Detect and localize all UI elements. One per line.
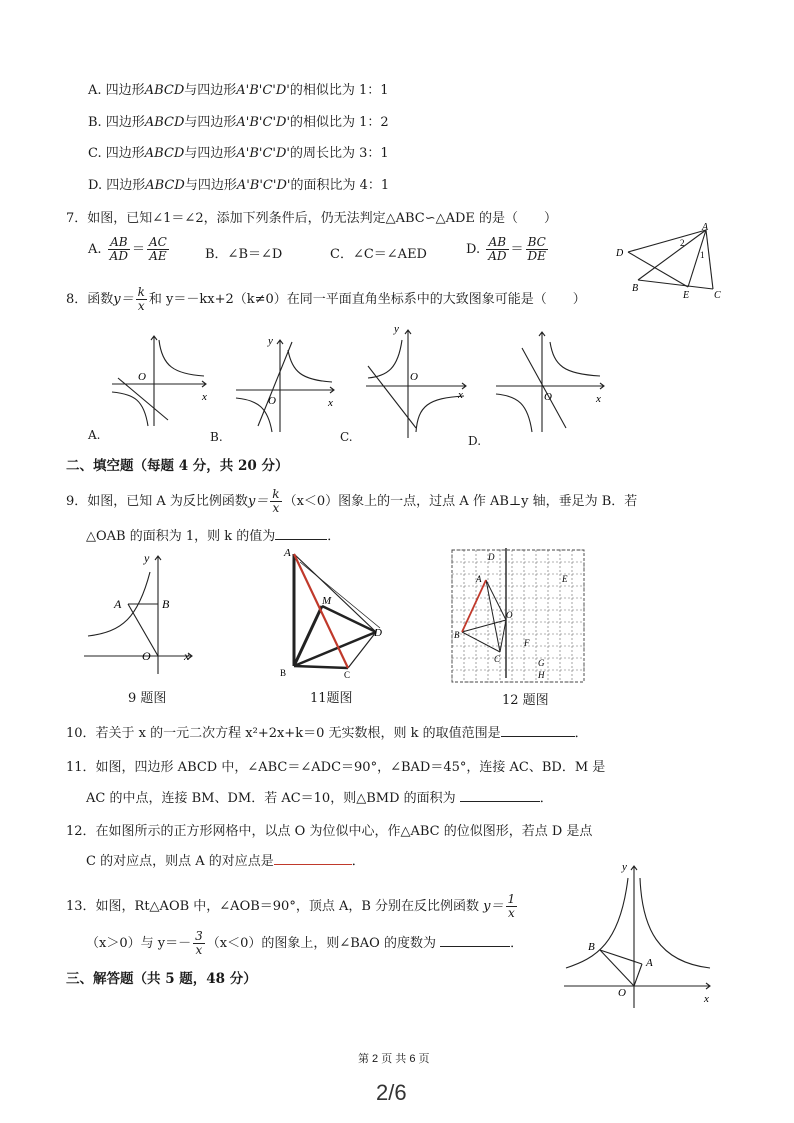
q6-option-b: B. 四边形ABCD与四边形A'B'C'D'的相似比为 1：2 (88, 115, 389, 130)
q6-option-a: A. 四边形ABCD与四边形A'B'C'D'的相似比为 1：1 (88, 83, 389, 98)
fig13-b: B (588, 941, 595, 953)
q7-label-a: A (702, 222, 709, 233)
q8-graph-c (362, 320, 472, 440)
q10: 10．若关于 x 的一元二次方程 x²+2x+k＝0 无实数根，则 k 的取值范围是 ． (66, 726, 588, 741)
q13-line1: 13．如图，Rt△AOB 中，∠AOB＝90°，顶点 A，B 分别在反比例函数 y＝ $\frac{1}{x}$ (66, 892, 516, 920)
fig9-hyperbola-figure (80, 548, 210, 678)
q13-line2: （x＞0）与 y＝－ $\frac{3}{x}$ （x＜0）的图象上，则∠BAO 的度数为 ． (86, 929, 524, 957)
fig13-hyperbola-figure (560, 858, 720, 1008)
fig12-b: B (454, 630, 460, 640)
q8b-o: O (268, 395, 276, 407)
q8-graph-d (492, 328, 612, 438)
q8a-x: x (202, 391, 207, 403)
fig11-caption: 11题图 (310, 691, 353, 706)
q8c-o: O (410, 371, 418, 383)
q9-line1: 9．如图，已知 A 为反比例函数y＝ $\frac{k}{x}$ （x＜0）图象上的一点，过点 A 作 AB⊥y 轴，垂足为 B．若 (66, 487, 638, 515)
q7-label-c: C (714, 290, 721, 301)
q8d-x: x (596, 393, 601, 405)
fig11-c: C (344, 670, 351, 680)
q8-option-a: A. (88, 428, 101, 442)
fig12-e: E (562, 574, 568, 584)
fig12-o: O (506, 610, 513, 620)
q13-answer-blank[interactable] (440, 934, 510, 947)
fig12-c: C (494, 654, 501, 664)
fig12-h: H (538, 670, 545, 680)
q7-stem: 7．如图，已知∠1＝∠2，添加下列条件后，仍无法判定△ABC∽△ADE 的是（ ） (66, 211, 558, 226)
fig12-d: D (488, 552, 495, 562)
q12-line2: C 的对应点，则点 A 的对应点是 ． (86, 854, 365, 869)
fig9-o: O (142, 649, 151, 663)
q8-option-b: B. (210, 430, 223, 444)
fig9-a: A (114, 597, 122, 611)
fig12-caption: 12 题图 (502, 693, 549, 708)
fig11-quadrilateral-figure (280, 546, 400, 686)
fig13-y: y (622, 861, 627, 873)
q7-option-a: A. $\frac{AB}{AD}$ ＝ $\frac{AC}{AE}$ (88, 235, 167, 263)
fig11-a: A (284, 547, 291, 559)
q7-option-d: D. $\frac{AB}{AD}$ ＝ $\frac{BC}{DE}$ (466, 235, 546, 263)
q8-graph-a (104, 330, 214, 430)
fig9-x: x (184, 649, 190, 663)
q8-stem: 8．函数y＝ $\frac{k}{x}$ 和 y＝－kx+2（k≠0）在同一平面直角坐标系中的大致图象可能是（ ） (66, 285, 586, 313)
q7-label-d: D (616, 248, 624, 259)
q7-label-b: B (632, 283, 639, 294)
fig12-f: F (524, 638, 530, 648)
q8b-x: x (328, 397, 333, 409)
q8c-y: y (394, 323, 399, 335)
fig11-d: D (374, 627, 382, 639)
q7-triangle-figure (610, 222, 730, 302)
q10-answer-blank[interactable] (501, 724, 575, 737)
fig13-o: O (618, 987, 626, 999)
q8-option-d: D. (468, 434, 482, 448)
q12-line1: 12．在如图所示的正方形网格中，以点 O 为位似中心，作△ABC 的位似图形，若点 D 是点 (66, 824, 593, 839)
q7-frac-ac-ae: $\frac{AC}{AE}$ (148, 235, 167, 263)
fig12-grid-figure (450, 548, 590, 688)
fig9-caption: 9 题图 (128, 691, 167, 706)
q8b-y: y (268, 335, 273, 347)
q7-frac-ab-ad-2: $\frac{AB}{AD}$ (488, 235, 507, 263)
section-2-heading: 二、填空题（每题 4 分，共 20 分） (66, 458, 289, 474)
q7-option-b: B．∠B＝∠D (205, 247, 283, 262)
fig11-m: M (322, 595, 332, 607)
page-indicator: 2/6 (376, 1080, 407, 1105)
page-footer: 第 2 页 共 6 页 (358, 1053, 430, 1065)
q12-answer-blank[interactable] (274, 852, 352, 865)
q7-label-e: E (683, 290, 690, 301)
section-3-heading: 三、解答题（共 5 题，48 分） (66, 971, 257, 987)
q7-frac-ab-ad: $\frac{AB}{AD}$ (109, 235, 128, 263)
q7-frac-bc-de: $\frac{BC}{DE}$ (527, 235, 546, 263)
q9-line2: △OAB 的面积为 1，则 k 的值为 ． (86, 529, 341, 544)
q8-graph-b (230, 328, 340, 438)
q8c-x: x (458, 389, 463, 401)
q9-answer-blank[interactable] (275, 527, 327, 540)
fig12-a: A (476, 574, 482, 584)
q11-answer-blank[interactable] (460, 789, 540, 802)
fig13-a: A (646, 957, 653, 969)
q7-label-2: 2 (680, 238, 685, 248)
fig9-b: B (162, 597, 170, 611)
q11-line2: AC 的中点，连接 BM、DM．若 AC＝10，则△BMD 的面积为 ． (86, 791, 553, 806)
q7-option-c: C．∠C＝∠AED (330, 247, 427, 262)
q8d-o: O (544, 391, 552, 403)
q8-option-c: C. (340, 430, 353, 444)
q7-label-1: 1 (700, 250, 705, 260)
q11-line1: 11．如图，四边形 ABCD 中，∠ABC＝∠ADC＝90°，∠BAD＝45°，连接 AC、BD．M 是 (66, 760, 606, 775)
q8a-o: O (138, 371, 146, 383)
fig9-y: y (144, 551, 150, 565)
fig11-b: B (280, 668, 287, 678)
fig12-g: G (538, 658, 545, 668)
q6-option-d: D. 四边形ABCD与四边形A'B'C'D'的面积比为 4：1 (88, 178, 390, 193)
q6-option-c: C. 四边形ABCD与四边形A'B'C'D'的周长比为 3：1 (88, 146, 389, 161)
fig13-x: x (704, 993, 709, 1005)
